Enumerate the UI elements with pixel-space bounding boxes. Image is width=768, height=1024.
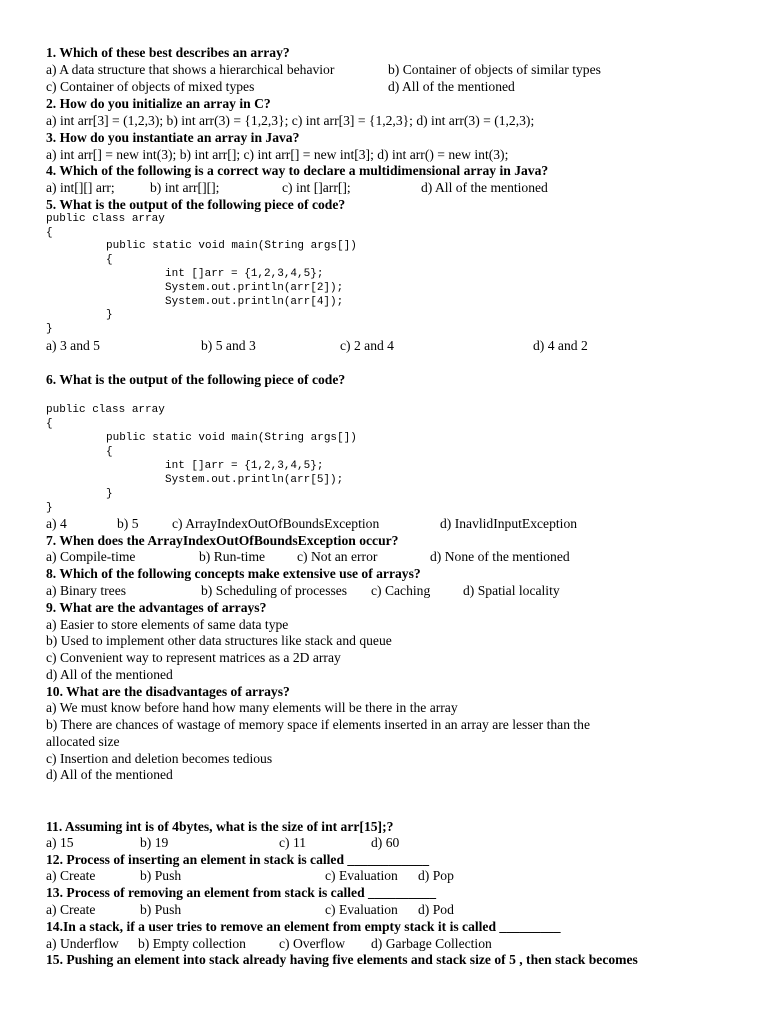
q10-option-a: a) We must know before hand how many elements will be there in the array	[46, 700, 458, 715]
q3-options: a) int arr[] = new int(3); b) int arr[]; c) int arr[] = new int[3]; d) int arr() = new int(3);	[46, 147, 509, 162]
question-10: 10. What are the disadvantages of arrays?	[46, 684, 290, 699]
q6-option-c: c) ArrayIndexOutOfBoundsException	[172, 516, 380, 531]
q6-code-line: {	[46, 418, 53, 430]
question-5: 5. What is the output of the following piece of code?	[46, 197, 346, 212]
q1-option-d: d) All of the mentioned	[388, 79, 515, 94]
q6-code-line: {	[106, 446, 113, 458]
question-7: 7. When does the ArrayIndexOutOfBoundsException occur?	[46, 533, 399, 548]
q14-option-d: d) Garbage Collection	[371, 936, 492, 951]
q5-code-line: {	[46, 227, 53, 239]
q11-option-b: b) 19	[140, 835, 169, 850]
q4-option-c: c) int []arr[];	[282, 180, 351, 195]
q12-option-c: c) Evaluation	[325, 868, 398, 883]
q5-option-c: c) 2 and 4	[340, 338, 394, 353]
question-12: 12. Process of inserting an element in stack is called ____________	[46, 852, 429, 867]
q6-code-line: }	[106, 488, 113, 500]
q6-option-d: d) InavlidInputException	[440, 516, 578, 531]
q6-code-line: int []arr = {1,2,3,4,5};	[165, 460, 324, 472]
q13-option-d: d) Pod	[418, 902, 454, 917]
q5-code-line: public static void main(String args[])	[106, 240, 357, 252]
q6-code-line: public static void main(String args[])	[106, 432, 357, 444]
q8-option-a: a) Binary trees	[46, 583, 127, 598]
q10-option-c: c) Insertion and deletion becomes tedious	[46, 751, 273, 766]
q5-code-line: System.out.println(arr[4]);	[165, 296, 344, 308]
q5-code-line: {	[106, 254, 113, 266]
q12-option-d: d) Pop	[418, 868, 454, 883]
question-2: 2. How do you initialize an array in C?	[46, 96, 271, 111]
q5-option-a: a) 3 and 5	[46, 338, 100, 353]
question-3: 3. How do you instantiate an array in Java?	[46, 130, 300, 145]
q9-option-d: d) All of the mentioned	[46, 667, 173, 682]
q8-option-b: b) Scheduling of processes	[201, 583, 348, 598]
q7-option-a: a) Compile-time	[46, 549, 136, 564]
q11-option-d: d) 60	[371, 835, 400, 850]
q9-option-a: a) Easier to store elements of same data type	[46, 617, 289, 632]
question-9: 9. What are the advantages of arrays?	[46, 600, 267, 615]
q6-code-line: public class array	[46, 404, 165, 416]
q11-option-c: c) 11	[279, 835, 307, 850]
q4-option-d: d) All of the mentioned	[421, 180, 548, 195]
q13-option-a: a) Create	[46, 902, 96, 917]
q6-code-line: System.out.println(arr[5]);	[165, 474, 344, 486]
question-6: 6. What is the output of the following piece of code?	[46, 372, 346, 387]
q11-option-a: a) 15	[46, 835, 74, 850]
q10-option-b-line-1: b) There are chances of wastage of memory space if elements inserted in an array are lesser than the	[46, 717, 591, 732]
q12-option-b: b) Push	[140, 868, 182, 883]
q2-options: a) int arr[3] = (1,2,3); b) int arr(3) = {1,2,3}; c) int arr[3] = {1,2,3}; d) int arr(3) = (1,2,3);	[46, 113, 535, 128]
q5-code-line: }	[46, 323, 53, 335]
q7-option-b: b) Run-time	[199, 549, 266, 564]
question-13: 13. Process of removing an element from stack is called __________	[46, 885, 437, 900]
q5-option-b: b) 5 and 3	[201, 338, 256, 353]
q14-option-c: c) Overflow	[279, 936, 346, 951]
q9-option-c: c) Convenient way to represent matrices as a 2D array	[46, 650, 341, 665]
q1-option-b: b) Container of objects of similar types	[388, 62, 601, 77]
q10-option-d: d) All of the mentioned	[46, 767, 173, 782]
q4-option-a: a) int[][] arr;	[46, 180, 115, 195]
q12-option-a: a) Create	[46, 868, 96, 883]
q9-option-b: b) Used to implement other data structures like stack and queue	[46, 633, 392, 648]
q14-option-a: a) Underflow	[46, 936, 119, 951]
q14-option-b: b) Empty collection	[138, 936, 246, 951]
q13-option-b: b) Push	[140, 902, 182, 917]
q5-code-line: }	[106, 309, 113, 321]
question-8: 8. Which of the following concepts make extensive use of arrays?	[46, 566, 421, 581]
q13-option-c: c) Evaluation	[325, 902, 398, 917]
q8-option-d: d) Spatial locality	[463, 583, 560, 598]
q6-code-line: }	[46, 502, 53, 514]
q1-option-a: a) A data structure that shows a hierarchical behavior	[46, 62, 335, 77]
q5-code-line: int []arr = {1,2,3,4,5};	[165, 268, 324, 280]
q5-code-line: public class array	[46, 213, 165, 225]
q5-option-d: d) 4 and 2	[533, 338, 588, 353]
q7-option-c: c) Not an error	[297, 549, 378, 564]
question-15: 15. Pushing an element into stack already having five elements and stack size of 5 , then stack becomes	[46, 952, 638, 967]
q6-option-b: b) 5	[117, 516, 139, 531]
q1-option-c: c) Container of objects of mixed types	[46, 79, 255, 94]
q7-option-d: d) None of the mentioned	[430, 549, 570, 564]
q10-option-b-line-2: allocated size	[46, 734, 120, 749]
q4-option-b: b) int arr[][];	[150, 180, 220, 195]
q5-code-line: System.out.println(arr[2]);	[165, 282, 344, 294]
question-11: 11. Assuming int is of 4bytes, what is the size of int arr[15];?	[46, 819, 394, 834]
question-1: 1. Which of these best describes an array?	[46, 45, 290, 60]
question-14: 14.In a stack, if a user tries to remove an element from empty stack it is called _________	[46, 919, 561, 934]
q6-option-a: a) 4	[46, 516, 67, 531]
q8-option-c: c) Caching	[371, 583, 431, 598]
question-4: 4. Which of the following is a correct way to declare a multidimensional array in Java?	[46, 163, 549, 178]
